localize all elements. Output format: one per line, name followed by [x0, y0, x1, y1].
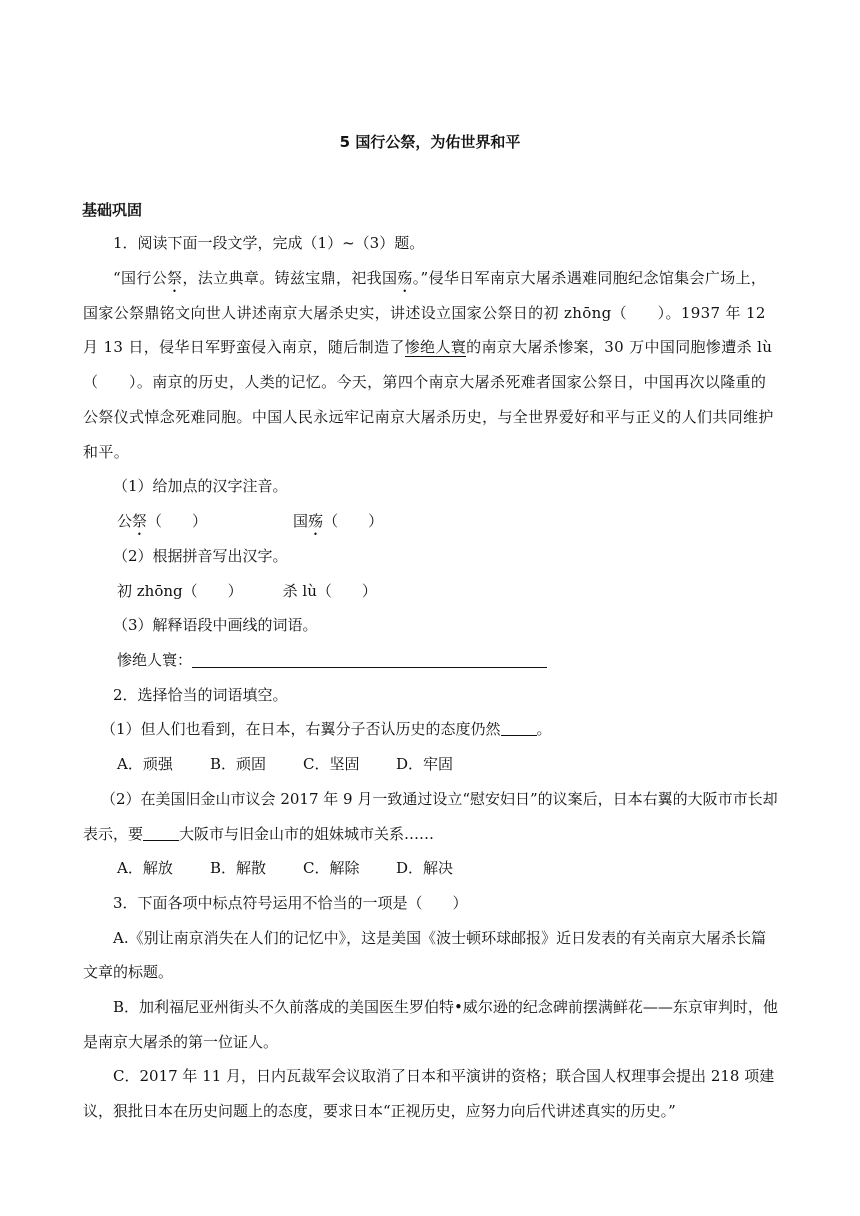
option-c[interactable]: C．解除 [303, 859, 360, 878]
dotted-char: 殇 [308, 511, 324, 530]
dotted-char: 殇 [397, 268, 413, 287]
dotted-char: 祭 [167, 268, 183, 287]
question-1-passage: “国行公祭，法立典章。铸兹宝鼎，祀我国殇。”侵华日军南京大屠杀遇难同胞纪念馆集会广场上，国家公祭鼎铭文向世人讲述南京大屠杀史实，讲述设立国家公祭日的初 zhōng（ ）。1937 年 12 月 13 日，侵华日军野蛮侵入南京，随后制造了惨绝人寰的南京大屠杀惨案，30 万中国同胞惨遭杀 lù（ ）。南京的历史，人类的记忆。今天，第四个南京大屠杀死难者国家公祭日，中国再次以隆重的公祭仪式悼念死难同胞。中国人民永远牢记南京大屠杀历史，与全世界爱好和平与正义的人们共同维护和平。 [83, 268, 774, 461]
answer-blank[interactable]: （ ） [147, 511, 208, 530]
question-1-part-1-items: 公祭（ ） 国殇（ ） [117, 511, 384, 530]
question-1-stem: 1．阅读下面一段文学，完成（1）~（3）题。 [113, 234, 425, 252]
underlined-phrase: 惨绝人寰 [404, 338, 467, 357]
page-title: 5 国行公祭，为佑世界和平 [339, 133, 521, 151]
answer-blank[interactable]: （ ） [323, 511, 384, 530]
question-2-stem: 2．选择恰当的词语填空。 [113, 685, 288, 704]
option-d[interactable]: D．解决 [396, 859, 454, 878]
worksheet-body [83, 226, 778, 1129]
question-2-sub-1: （1）但人们也看到，在日本，右翼分子否认历史的态度仍然 。 [101, 720, 552, 739]
pinyin-item-2[interactable]: 杀 lù（ ） [282, 581, 377, 600]
question-1-part-2-items [83, 574, 778, 609]
fill-blank[interactable] [501, 720, 537, 736]
answer-line[interactable] [192, 652, 547, 668]
option-b[interactable]: B．解散 [210, 859, 267, 878]
question-1-part-2-prompt: （2）根据拼音写出汉字。 [113, 546, 288, 565]
question-3-option-b[interactable]: B．加利福尼亚州街头不久前落成的美国医生罗伯特•威尔逊的纪念碑前摆满鲜花——东京审判时，他是南京大屠杀的第一位证人。 [83, 998, 778, 1051]
question-1-part-3-answer: 惨绝人寰： [83, 643, 778, 678]
option-a[interactable]: A．顽强 [117, 755, 173, 774]
dotted-char: 祭 [132, 511, 148, 530]
question-1-part-1-prompt: （1）给加点的汉字注音。 [113, 477, 288, 496]
question-3-option-a[interactable]: A.《别让南京消失在人们的记忆中》，这是美国《波士顿环球邮报》近日发表的有关南京大屠杀长篇文章的标题。 [83, 928, 767, 982]
option-d[interactable]: D．牢固 [396, 755, 454, 774]
pinyin-item-1[interactable]: 初 zhōng（ ） [117, 581, 243, 600]
option-b[interactable]: B．顽固 [210, 755, 267, 774]
question-3-stem: 3．下面各项中标点符号运用不恰当的一项是（ ） [113, 893, 468, 912]
question-3-option-c[interactable]: C．2017 年 11 月，日内瓦裁军会议取消了日本和平演讲的资格；联合国人权理事会提出 218 项建议，狠批日本在历史问题上的态度，要求日本“正视历史，应努力向后代讲述真实的历史。” [83, 1067, 775, 1121]
question-2-sub-2-options [83, 851, 778, 886]
section-heading: 基础巩固 [82, 201, 143, 219]
question-2-sub-1-options [83, 747, 778, 782]
fill-blank[interactable] [143, 825, 179, 841]
option-a[interactable]: A．解放 [117, 859, 173, 878]
question-2-sub-2: （2）在美国旧金山市议会 2017 年 9 月一致通过设立“慰安妇日”的议案后，日本右翼的大阪市市长却表示，要 大阪市与旧金山市的姐妹城市关系…… [83, 789, 778, 843]
option-c[interactable]: C．坚固 [303, 755, 360, 774]
question-1-part-3-prompt: （3）解释语段中画线的词语。 [113, 616, 318, 635]
